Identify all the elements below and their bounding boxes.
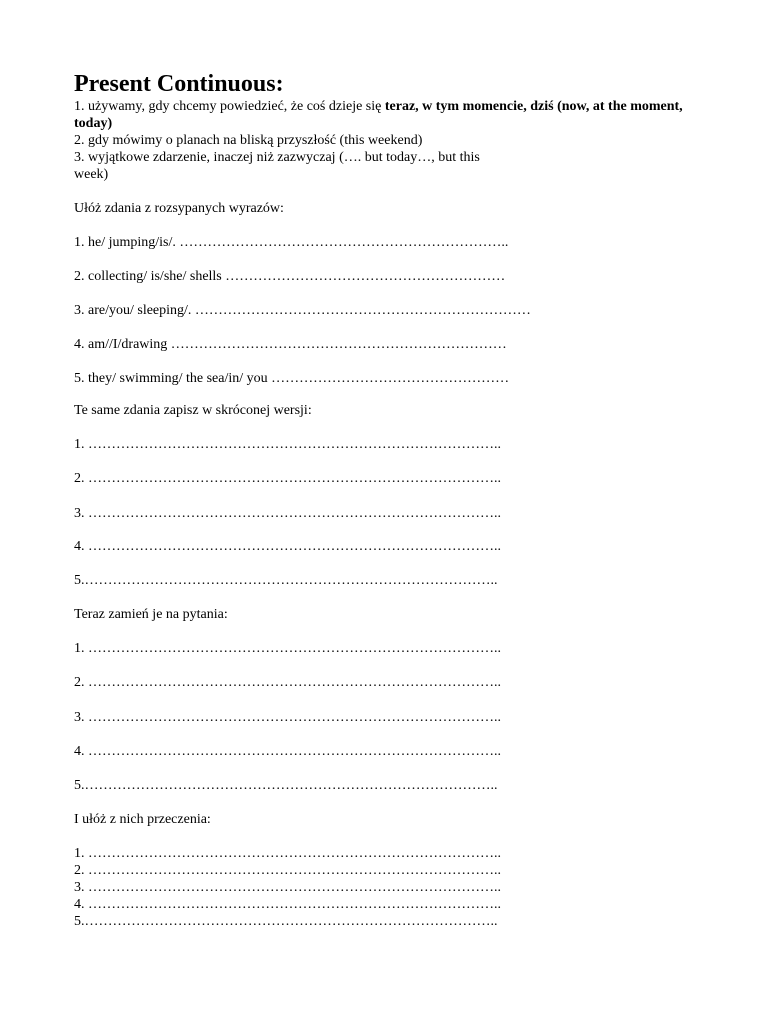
short-form-line-2: 2. …………………………………………………………………………….. <box>74 471 501 486</box>
worksheet-page <box>74 70 694 930</box>
rule-3-number: 3. <box>74 150 85 165</box>
scrambled-item-1: 1. he/ jumping/is/. …………………………………………………………….. <box>74 235 509 250</box>
rule-3-text-continued: week) <box>74 167 109 182</box>
question-line-1: 1. …………………………………………………………………………….. <box>74 641 501 656</box>
short-form-line-4: 4. …………………………………………………………………………….. <box>74 539 501 554</box>
short-form-line-1: 1. …………………………………………………………………………….. <box>74 437 501 452</box>
section-heading-scrambled: Ułóż zdania z rozsypanych wyrazów: <box>74 201 284 216</box>
short-form-line-5: 5.…………………………………………………………………………….. <box>74 573 498 588</box>
section-heading-questions: Teraz zamień je na pytania: <box>74 607 228 622</box>
rule-3-text: wyjątkowe zdarzenie, inaczej niż zazwyczaj (…. but today…, but this <box>84 150 480 165</box>
question-line-5: 5.…………………………………………………………………………….. <box>74 778 498 793</box>
rule-1 <box>74 98 694 132</box>
scrambled-item-2: 2. collecting/ is/she/ shells …………………………………………………… <box>74 269 506 284</box>
section-heading-negatives: I ułóż z nich przeczenia: <box>74 812 211 827</box>
short-form-line-3: 3. …………………………………………………………………………….. <box>74 506 501 521</box>
rule-1-bold-text: teraz, w tym momencie, dziś (now, at the moment, today) <box>74 99 683 131</box>
negative-line-2: 2. …………………………………………………………………………….. <box>74 863 501 878</box>
rule-2-text: gdy mówimy o planach na bliską przyszłość (this weekend) <box>84 133 423 148</box>
scrambled-item-4: 4. am//I/drawing ……………………………………………………………… <box>74 337 507 352</box>
negative-line-3: 3. …………………………………………………………………………….. <box>74 880 501 895</box>
rule-1-number: 1. <box>74 99 85 114</box>
rule-1-text: używamy, gdy chcemy powiedzieć, że coś dzieje się <box>84 99 385 114</box>
page-title: Present Continuous: <box>74 71 284 97</box>
rule-2-number: 2. <box>74 133 85 148</box>
negative-line-5: 5.…………………………………………………………………………….. <box>74 914 498 929</box>
negative-line-4: 4. …………………………………………………………………………….. <box>74 897 501 912</box>
question-line-4: 4. …………………………………………………………………………….. <box>74 744 501 759</box>
question-line-3: 3. …………………………………………………………………………….. <box>74 710 501 725</box>
section-heading-short-form: Te same zdania zapisz w skróconej wersji: <box>74 403 312 418</box>
scrambled-item-3: 3. are/you/ sleeping/. ……………………………………………………………… <box>74 303 531 318</box>
question-line-2: 2. …………………………………………………………………………….. <box>74 675 501 690</box>
rule-2 <box>74 132 694 149</box>
rule-3 <box>74 149 694 183</box>
scrambled-item-5: 5. they/ swimming/ the sea/in/ you …………………………………………… <box>74 371 510 386</box>
negative-line-1: 1. …………………………………………………………………………….. <box>74 846 501 861</box>
